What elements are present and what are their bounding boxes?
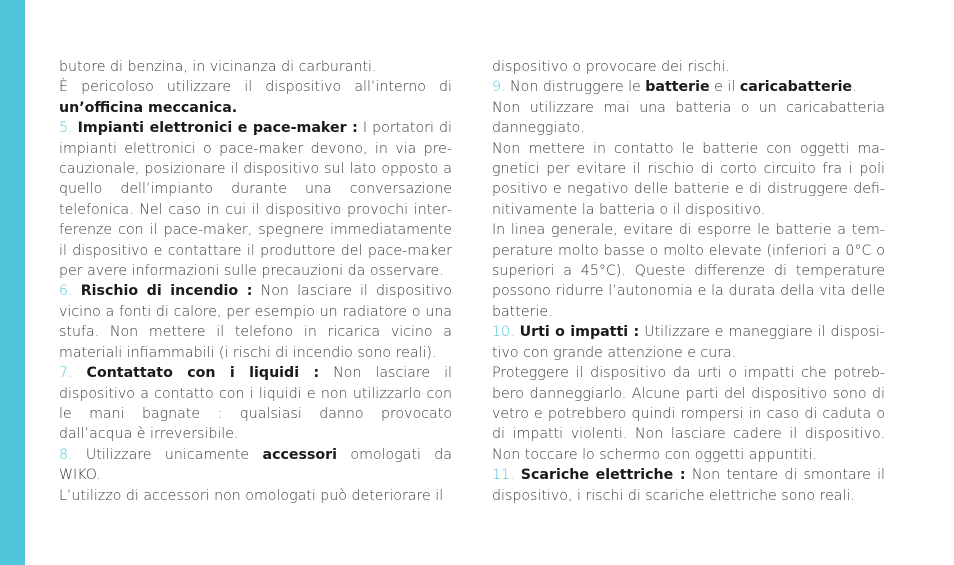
- paragraph-text: Proteggere il dispositivo da urti o impatti che potrebbero danneggiarlo. Alcune parti del dispositivo sono di vetro e potrebbero quindi rompersi in caso di caduta o di impatti violenti. Non lasciare cadere il dispositivo. Non toccare lo schermo con oggetti appuntiti.: [492, 365, 885, 463]
- section-text: Non tentare di smontare il dispositivo, i rischi di scariche elettriche sono reali.: [492, 467, 885, 504]
- paragraph-danneggiato: [492, 98, 885, 139]
- section-10-urti: [492, 322, 885, 363]
- left-column: [59, 57, 452, 506]
- paragraph-magnetici: [492, 139, 885, 221]
- paragraph-text: dispositivo o provocare dei rischi.: [492, 59, 730, 75]
- paragraph-temperature: [492, 220, 885, 322]
- section-5-pacemaker: [59, 118, 452, 281]
- section-text: Non distruggere le: [510, 79, 646, 96]
- bold-term: un’officina meccanica.: [59, 99, 238, 116]
- section-6-incendio: [59, 281, 452, 363]
- section-8-accessori: [59, 445, 452, 486]
- paragraph-text: In linea generale, evitare di esporre le batterie a temperature molto basse o molto elevate (inferiori a 0°C o superiori a 45°C). Queste differenze di temperature possono ridurre l’autonomia e la durata della vita delle batterie.: [492, 222, 885, 320]
- right-column: [492, 57, 885, 506]
- paragraph-text: È pericoloso utilizzare il dispositivo all’interno di: [59, 79, 452, 96]
- section-heading: Urti o impatti :: [519, 324, 640, 341]
- bold-term: batterie: [645, 79, 710, 96]
- section-9-batterie: [492, 77, 885, 97]
- section-text: omologati da WIKO.: [59, 446, 453, 484]
- section-number: 7.: [59, 365, 87, 382]
- paragraph-omologati: [59, 486, 452, 506]
- section-heading: Impianti elettronici e pace-maker :: [77, 120, 358, 137]
- section-number: 9.: [492, 79, 511, 96]
- paragraph-text: L’utilizzo di accessori non omologati può deteriorare il: [59, 487, 444, 504]
- paragraph-officina: [59, 77, 452, 118]
- paragraph-proteggere: [492, 363, 885, 465]
- section-number: 5.: [59, 120, 78, 137]
- accent-side-bar: [0, 0, 25, 565]
- paragraph-text: Non mettere in contatto le batterie con oggetti magnetici per evitare il rischio di corto circuito fra i poli positivo e negativo delle batterie e di distruggere definitivamente la batteria o il dispositivo.: [492, 140, 885, 218]
- section-7-liquidi: [59, 363, 452, 445]
- section-text: Non lasciare il dispositivo a contatto con i liquidi e non utilizzarlo con le mani bagnate : qualsiasi danno provocato dall’acqua è irreversibile.: [59, 365, 453, 443]
- section-number: 10.: [492, 324, 520, 341]
- section-heading: Rischio di incendio :: [80, 283, 253, 300]
- section-number: 11.: [492, 467, 521, 484]
- paragraph-benzina: [59, 57, 452, 77]
- section-number: 6.: [59, 283, 81, 300]
- bold-term: accessori: [262, 446, 338, 463]
- paragraph-rischi: [492, 57, 885, 77]
- paragraph-text: butore di benzina, in vicinanza di carburanti.: [59, 59, 377, 75]
- section-text: Utilizzare unicamente: [85, 446, 263, 463]
- section-text: .: [852, 79, 857, 96]
- section-text: I portatori di impianti elettronici o pace-maker devono, in via precauzionale, posizionare il dispositivo sul lato opposto a quello dell’impianto durante una conversazione telefonica. Nel caso in cui il dispositivo provochi interferenze con il pace-maker, spegnere immediatamente il dispositivo e contattare il produttore del pace-maker per avere informazioni sulle precauzioni da osservare.: [59, 120, 452, 280]
- section-text: Non lasciare il dispositivo vicino a fonti di calore, per esempio un radiatore o una stufa. Non mettere il telefono in ricarica vicino a materiali infiammabili (i rischi di incendio sono reali).: [59, 283, 452, 361]
- section-text: Utilizzare e maneggiare il dispositivo con grande attenzione e cura.: [492, 324, 885, 361]
- section-text: e il: [709, 79, 740, 96]
- paragraph-text: Non utilizzare mai una batteria o un caricabatteria danneggiato.: [492, 99, 885, 137]
- section-11-scariche: [492, 465, 885, 506]
- bold-term: caricabatterie: [739, 79, 853, 96]
- section-number: 8.: [59, 446, 86, 463]
- section-heading: Contattato con i liquidi :: [86, 365, 320, 382]
- section-heading: Scariche elettriche :: [520, 467, 686, 484]
